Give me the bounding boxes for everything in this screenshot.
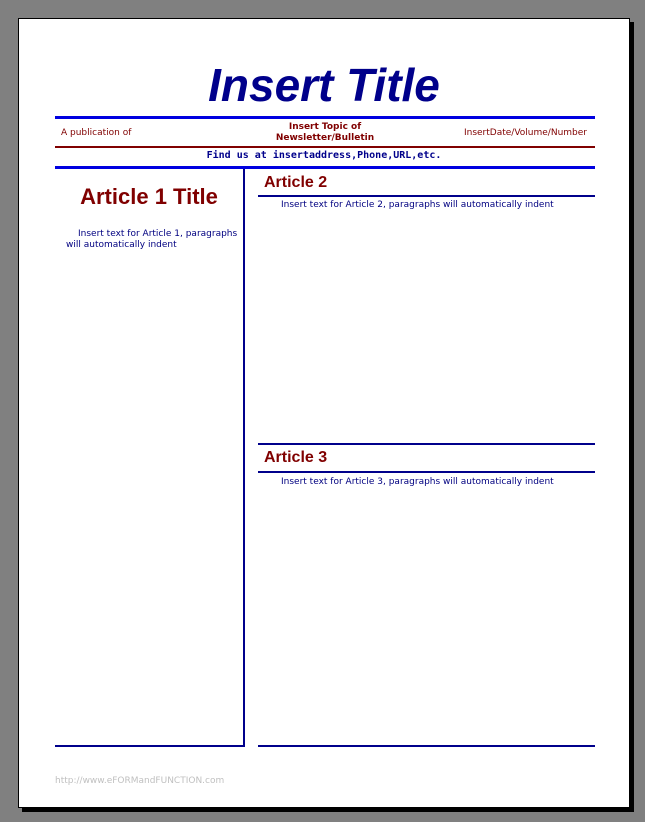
article-1-title[interactable]: Article 1 Title [80, 184, 218, 209]
article-2-text[interactable]: Insert text for Article 2, paragraphs will automatically indent [281, 200, 554, 210]
topic-label[interactable] [219, 122, 431, 144]
article-2-title[interactable]: Article 2 [264, 174, 328, 191]
publication-of-label[interactable]: A publication of [61, 128, 132, 138]
masthead-top-rule [55, 116, 595, 119]
article-3-top-rule [258, 443, 595, 445]
article-3-rule [258, 471, 595, 473]
article-1-text[interactable]: Insert text for Article 1, paragraphs will automatically indent [66, 229, 238, 250]
bottom-rule-right [258, 745, 595, 747]
newsletter-title[interactable]: Insert Title [208, 59, 440, 111]
article-3-title[interactable]: Article 3 [264, 449, 328, 466]
article-3-text[interactable]: Insert text for Article 3, paragraphs will automatically indent [281, 477, 554, 487]
article-2-rule [258, 195, 595, 197]
topic-line-2: Newsletter/Bulletin [275, 133, 375, 143]
masthead-mid-rule [55, 146, 595, 148]
masthead-bottom-rule [55, 166, 595, 169]
topic-line-1: Insert Topic of [288, 122, 362, 132]
footer-url[interactable]: http://www.eFORMandFUNCTION.com [55, 776, 225, 786]
column-divider [243, 169, 245, 747]
date-volume-label[interactable]: InsertDate/Volume/Number [463, 128, 587, 138]
find-us-line[interactable]: Find us at insertaddress,Phone,URL,etc. [206, 150, 442, 161]
newsletter-page [18, 18, 630, 808]
bottom-rule-left [55, 745, 245, 747]
